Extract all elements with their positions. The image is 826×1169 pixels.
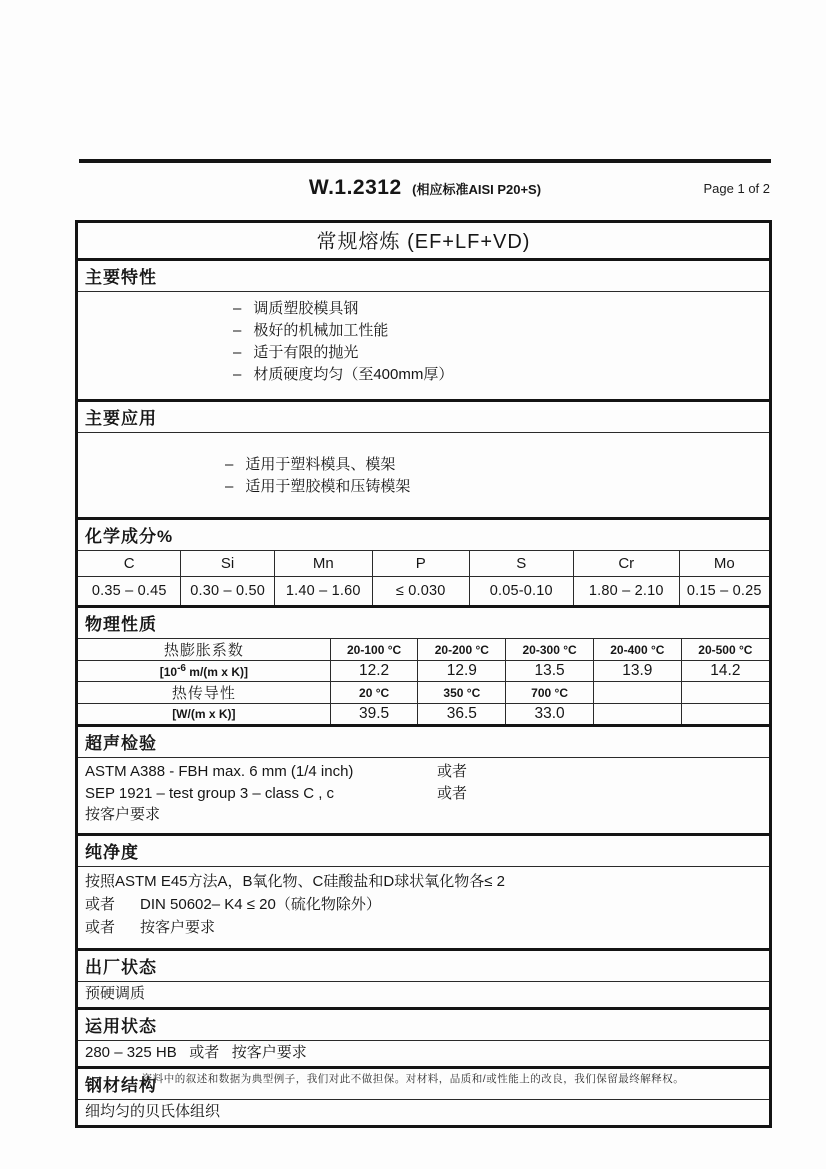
- ultrasonic-standard: 按客户要求: [85, 806, 161, 823]
- bullet-dash: –: [233, 366, 242, 383]
- element-symbol: Cr: [573, 551, 679, 577]
- page-indicator: Page 1 of 2: [703, 181, 770, 196]
- bullet-dash: –: [233, 300, 242, 317]
- purity-line: 或者 按客户要求: [85, 918, 216, 936]
- datasheet-table: [75, 220, 772, 1128]
- temp-point: 700 °C: [506, 682, 594, 704]
- or-label: 或者: [437, 763, 468, 780]
- element-symbol: P: [372, 551, 469, 577]
- element-range: 0.35 – 0.45: [78, 577, 181, 606]
- main-features-list: [78, 292, 769, 399]
- thermal-conductivity-temp-row: [78, 682, 769, 704]
- temp-range: 20-200 °C: [418, 639, 506, 661]
- bullet-dash: –: [225, 456, 234, 473]
- usage-condition-value: 280 – 325 HB 或者 按客户要求: [85, 1043, 307, 1061]
- list-item: [233, 298, 769, 320]
- element-symbol: C: [78, 551, 181, 577]
- section-main-applications: [78, 402, 769, 520]
- feature-text: 极好的机械加工性能: [253, 322, 389, 339]
- section-usage-condition: [78, 1010, 769, 1069]
- section-header-main-features: 主要特性: [78, 261, 769, 292]
- bullet-dash: –: [233, 322, 242, 339]
- ultrasonic-content: [78, 758, 769, 833]
- main-applications-list: [78, 433, 769, 517]
- ultrasonic-standard: SEP 1921 – test group 3 – class C , c: [85, 784, 335, 802]
- temp-point: 20 °C: [330, 682, 418, 704]
- temp-point: [593, 682, 681, 704]
- element-value-row: [78, 577, 769, 606]
- section-header-main-applications: 主要应用: [78, 402, 769, 433]
- list-item: [225, 454, 769, 476]
- section-physical-properties: [78, 608, 769, 727]
- element-symbol: S: [469, 551, 573, 577]
- bullet-dash: –: [233, 344, 242, 361]
- element-range: 0.05-0.10: [469, 577, 573, 606]
- list-item: [233, 320, 769, 342]
- thermal-expansion-unit: [78, 661, 330, 682]
- application-text: 适用于塑胶模和压铸模架: [245, 478, 411, 495]
- element-symbol: Si: [181, 551, 274, 577]
- temp-range: 20-400 °C: [593, 639, 681, 661]
- ultrasonic-standard: ASTM A388 - FBH max. 6 mm (1/4 inch): [85, 763, 354, 780]
- chemical-composition-table: [78, 551, 769, 605]
- feature-text: 调质塑胶模具钢: [253, 300, 359, 317]
- section-header-ultrasonic-inspection: 超声检验: [78, 727, 769, 758]
- conductivity-value: 39.5: [330, 704, 418, 725]
- thermal-conductivity-label: 热传导性: [78, 682, 330, 704]
- physical-properties-table: [78, 639, 769, 724]
- element-range: 1.40 – 1.60: [274, 577, 372, 606]
- element-header-row: [78, 551, 769, 577]
- element-symbol: Mo: [679, 551, 769, 577]
- disclaimer-footer: 资料中的叙述和数据为典型例子，我们对此不做担保。对材料，品质和/或性能上的改良，我们保留最终解释权。: [141, 1073, 685, 1085]
- expansion-value: 13.9: [593, 661, 681, 682]
- section-header-usage-condition: 运用状态: [78, 1010, 769, 1041]
- conductivity-value: [681, 704, 769, 725]
- application-text: 适用于塑料模具、模架: [245, 456, 396, 473]
- element-range: 1.80 – 2.10: [573, 577, 679, 606]
- melting-process-title: 常规熔炼 (EF+LF+VD): [78, 223, 769, 261]
- temp-range: 20-500 °C: [681, 639, 769, 661]
- expansion-value: 14.2: [681, 661, 769, 682]
- section-purity: [78, 836, 769, 951]
- section-header-chemical-composition: 化学成分%: [78, 520, 769, 551]
- unit-superscript: -6: [177, 663, 186, 674]
- conductivity-value: 36.5: [418, 704, 506, 725]
- unit-suffix: m/(m x K)]: [185, 665, 248, 679]
- ultrasonic-row: [85, 761, 762, 783]
- section-main-features: [78, 261, 769, 402]
- element-range: 0.15 – 0.25: [679, 577, 769, 606]
- list-item: [233, 342, 769, 364]
- unit-prefix: [10: [159, 665, 178, 679]
- temp-point: [681, 682, 769, 704]
- thermal-expansion-temp-row: [78, 639, 769, 661]
- section-header-physical-properties: 物理性质: [78, 608, 769, 639]
- purity-content: [78, 867, 769, 948]
- list-item: [225, 476, 769, 498]
- equivalent-standard: (相应标准AISI P20+S): [412, 182, 542, 197]
- temp-range: 20-300 °C: [506, 639, 594, 661]
- thermal-conductivity-unit: [W/(m x K)]: [78, 704, 330, 725]
- purity-line: 按照ASTM E45方法A，B氧化物、C硅酸盐和D球状氧化物各≤ 2: [85, 872, 505, 890]
- delivery-condition-value: 预硬调质: [85, 984, 146, 1002]
- expansion-value: 12.9: [418, 661, 506, 682]
- section-header-delivery-condition: 出厂状态: [78, 951, 769, 982]
- element-range: 0.30 – 0.50: [181, 577, 274, 606]
- or-label: 或者: [437, 784, 468, 802]
- section-chemical-composition: [78, 520, 769, 608]
- grade-designation: W.1.2312: [308, 176, 402, 199]
- list-item: [233, 364, 769, 386]
- conductivity-value: 33.0: [506, 704, 594, 725]
- steel-structure-value: 细均匀的贝氏体组织: [85, 1102, 221, 1120]
- document-title: [79, 176, 771, 200]
- feature-text: 适于有限的抛光: [253, 344, 359, 361]
- section-header-purity: 纯净度: [78, 836, 769, 867]
- thermal-expansion-label: 热膨胀系数: [78, 639, 330, 661]
- thermal-conductivity-value-row: [78, 704, 769, 725]
- section-header-steel-structure: 钢材结构: [78, 1069, 769, 1100]
- conductivity-value: [593, 704, 681, 725]
- ultrasonic-row: [85, 804, 762, 826]
- element-range: ≤ 0.030: [372, 577, 469, 606]
- bullet-dash: –: [225, 478, 234, 495]
- temp-range: 20-100 °C: [330, 639, 418, 661]
- feature-text: 材质硬度均匀（至400mm厚）: [253, 366, 454, 383]
- element-symbol: Mn: [274, 551, 372, 577]
- expansion-value: 13.5: [506, 661, 594, 682]
- thermal-expansion-value-row: [78, 661, 769, 682]
- temp-point: 350 °C: [418, 682, 506, 704]
- ultrasonic-row: [85, 783, 762, 805]
- purity-line: 或者 DIN 50602– K4 ≤ 20（硫化物除外）: [85, 895, 381, 913]
- header-rule: [79, 159, 771, 163]
- section-delivery-condition: [78, 951, 769, 1010]
- expansion-value: 12.2: [330, 661, 418, 682]
- section-ultrasonic-inspection: [78, 727, 769, 836]
